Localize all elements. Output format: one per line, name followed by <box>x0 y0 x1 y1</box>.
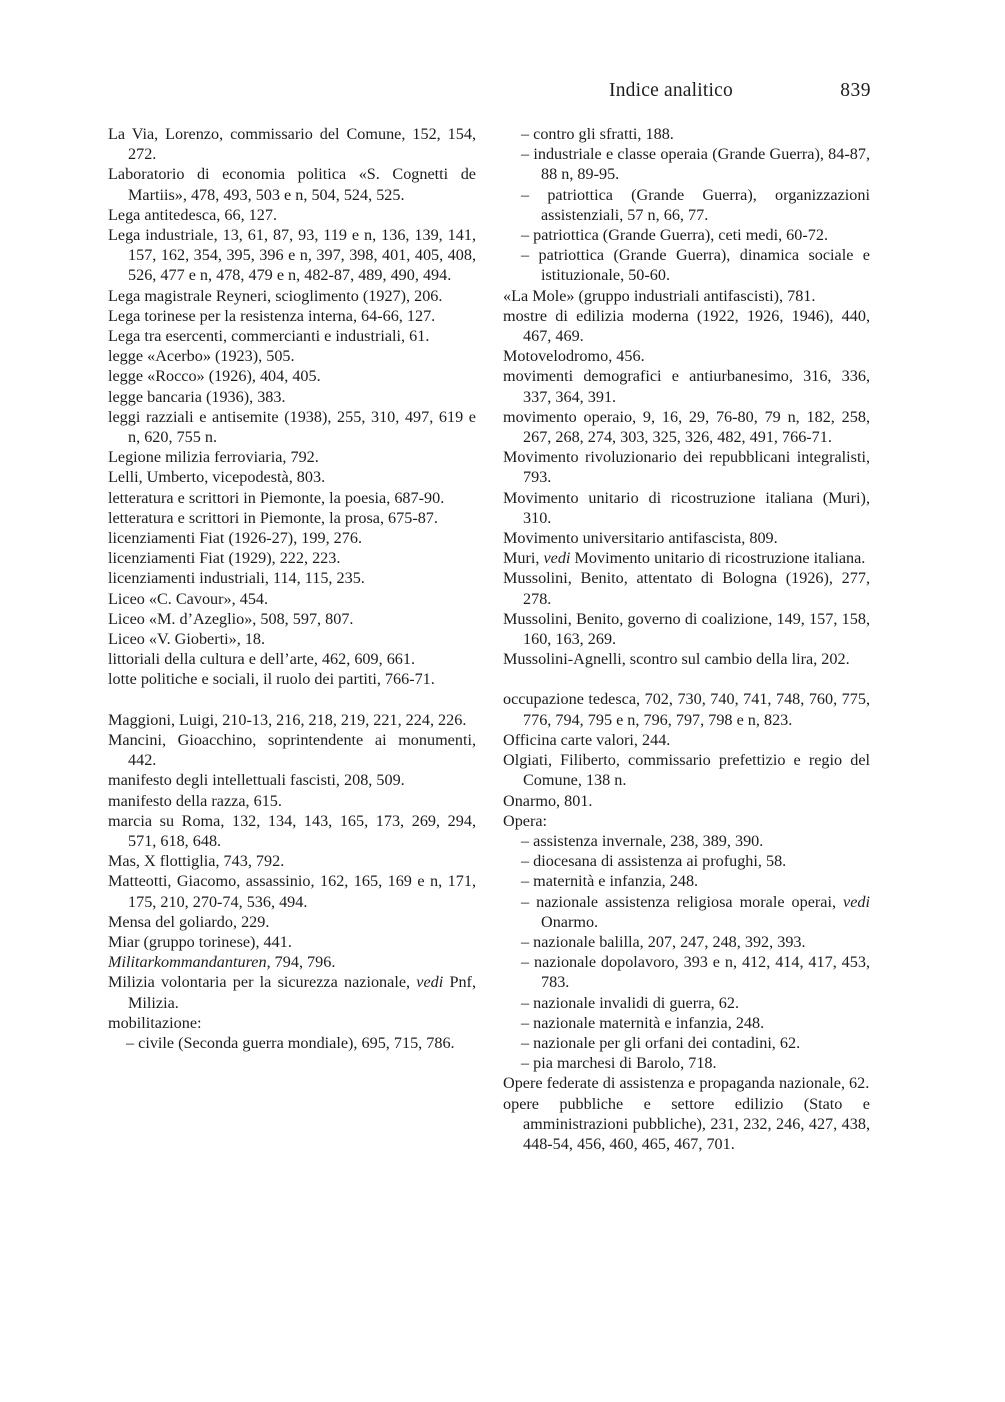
index-entry: movimenti demografici e antiurbanesimo, 316, 336, 337, 364, 391. <box>503 367 870 406</box>
index-entry: Maggioni, Luigi, 210-13, 216, 218, 219, 221, 224, 226. <box>108 710 467 729</box>
index-subentry: – maternità e infanzia, 248. <box>521 872 699 891</box>
index-entry: Liceo «C. Cavour», 454. <box>108 589 269 608</box>
index-entry: Mas, X flottiglia, 743, 792. <box>108 852 285 871</box>
index-entry: Miar (gruppo torinese), 441. <box>108 932 292 951</box>
index-entry: mostre di edilizia moderna (1922, 1926, 1946), 440, 467, 469. <box>503 306 870 346</box>
index-entry: Movimento rivoluzionario dei repubblicani integralisti, 793. <box>503 448 870 487</box>
index-entry: Mancini, Gioacchino, soprintendente ai monumenti, 442. <box>108 730 476 770</box>
index-entry: letteratura e scrittori in Piemonte, la prosa, 675-87. <box>108 508 438 527</box>
index-entry: manifesto degli intellettuali fascisti, 208, 509. <box>108 771 405 790</box>
index-entry: manifesto della razza, 615. <box>108 791 282 810</box>
index-entry: Motovelodromo, 456. <box>503 347 645 366</box>
index-entry: leggi razziali e antisemite (1938), 255, 310, 497, 619 e n, 620, 755 n. <box>108 407 476 447</box>
index-entry: movimento operaio, 9, 16, 29, 76-80, 79 n, 182, 258, 267, 268, 274, 303, 325, 326, 482, 491, 766-71. <box>503 407 870 447</box>
index-entry: Muri, vedi Movimento unitario di ricostruzione italiana. <box>503 549 866 568</box>
index-entry: Lega tra esercenti, commercianti e industriali, 61. <box>108 327 430 346</box>
index-entry: mobilitazione: <box>108 1013 202 1032</box>
index-entry: Lega magistrale Reyneri, scioglimento (1927), 206. <box>108 286 443 305</box>
index-entry: Legione milizia ferroviaria, 792. <box>108 448 319 467</box>
index-entry: lotte politiche e sociali, il ruolo dei partiti, 766-71. <box>108 670 435 689</box>
index-entry: Lelli, Umberto, vicepodestà, 803. <box>108 468 326 487</box>
index-entry: littoriali della cultura e dell’arte, 462, 609, 661. <box>108 650 416 669</box>
index-subentry: – nazionale invalidi di guerra, 62. <box>521 993 740 1012</box>
index-entry: Liceo «M. d’Azeglio», 508, 597, 807. <box>108 609 354 628</box>
index-subentry: – nazionale assistenza religiosa morale operai, vedi Onarmo. <box>521 892 870 931</box>
index-subentry: – civile (Seconda guerra mondiale), 695, 715, 786. <box>126 1033 455 1052</box>
index-subentry: – nazionale maternità e infanzia, 248. <box>521 1013 765 1032</box>
index-entry: marcia su Roma, 132, 134, 143, 165, 173, 269, 294, 571, 618, 648. <box>108 811 476 850</box>
running-title: Indice analitico <box>609 80 733 101</box>
index-entry: licenziamenti Fiat (1929), 222, 223. <box>108 549 341 568</box>
index-entry: legge «Acerbo» (1923), 505. <box>108 347 295 366</box>
index-entry: Mussolini, Benito, attentato di Bologna (1926), 277, 278. <box>503 569 870 608</box>
index-subentry: – nazionale dopolavoro, 393 e n, 412, 414, 417, 453, 783. <box>521 953 870 992</box>
index-entry: legge «Rocco» (1926), 404, 405. <box>108 367 321 386</box>
index-entry: Movimento universitario antifascista, 809. <box>503 529 778 548</box>
index-entry: Liceo «V. Gioberti», 18. <box>108 630 266 649</box>
section-gap <box>108 690 476 710</box>
index-entry: Lega antitedesca, 66, 127. <box>108 205 278 224</box>
index-entry: Movimento unitario di ricostruzione italiana (Muri), 310. <box>503 488 870 527</box>
index-entry: Opere federate di assistenza e propaganda nazionale, 62. <box>503 1074 870 1093</box>
index-subentry: – patriottica (Grande Guerra), dinamica sociale e istituzionale, 50-60. <box>521 246 870 285</box>
index-entry: Matteotti, Giacomo, assassinio, 162, 165, 169 e n, 171, 175, 210, 270-74, 536, 494. <box>108 872 476 911</box>
index-entry: Officina carte valori, 244. <box>503 730 671 749</box>
index-entry: letteratura e scrittori in Piemonte, la poesia, 687-90. <box>108 488 445 507</box>
index-entry: «La Mole» (gruppo industriali antifascisti), 781. <box>503 286 816 305</box>
index-subentry: – nazionale balilla, 207, 247, 248, 392, 393. <box>521 932 806 951</box>
index-entry: legge bancaria (1936), 383. <box>108 387 286 406</box>
running-header <box>0 80 1005 108</box>
index-subentry: – patriottica (Grande Guerra), ceti medi, 60-72. <box>521 226 828 245</box>
index-entry: Onarmo, 801. <box>503 791 593 810</box>
index-column-right <box>503 124 870 1154</box>
index-entry: La Via, Lorenzo, commissario del Comune, 152, 154, 272. <box>108 125 476 164</box>
index-subentry: – diocesana di assistenza ai profughi, 58. <box>521 852 787 871</box>
index-entry: licenziamenti Fiat (1926-27), 199, 276. <box>108 529 362 548</box>
section-gap <box>503 669 870 689</box>
index-entry: Laboratorio di economia politica «S. Cognetti de Martiis», 478, 493, 503 e n, 504, 524, 525. <box>108 165 476 204</box>
page-number: 839 <box>840 80 871 101</box>
index-entry: Lega torinese per la resistenza interna, 64-66, 127. <box>108 306 436 325</box>
index-entry: Opera: <box>503 811 548 830</box>
index-subentry: – nazionale per gli orfani dei contadini, 62. <box>521 1033 801 1052</box>
index-entry: Lega industriale, 13, 61, 87, 93, 119 e n, 136, 139, 141, 157, 162, 354, 395, 396 e n, 397, 398, 401, 405, 408, 526, 477 e n, 478, 479 e n, 482-87, 489, 490, 494. <box>108 226 476 285</box>
index-entry: Milizia volontaria per la sicurezza nazionale, vedi Pnf, Milizia. <box>108 973 476 1012</box>
index-entry: licenziamenti industriali, 114, 115, 235. <box>108 569 365 588</box>
index-entry: Mensa del goliardo, 229. <box>108 912 270 931</box>
index-entry: Olgiati, Filiberto, commissario prefettizio e regio del Comune, 138 n. <box>503 751 870 790</box>
index-subentry: – patriottica (Grande Guerra), organizzazioni assistenziali, 57 n, 66, 77. <box>521 185 870 224</box>
index-subentry: – pia marchesi di Barolo, 718. <box>521 1054 717 1073</box>
index-subentry: – industriale e classe operaia (Grande Guerra), 84-87, 88 n, 89-95. <box>521 145 870 184</box>
index-entry: Mussolini, Benito, governo di coalizione, 149, 157, 158, 160, 163, 269. <box>503 609 870 649</box>
index-column-left <box>108 124 476 1053</box>
index-entry: occupazione tedesca, 702, 730, 740, 741, 748, 760, 775, 776, 794, 795 e n, 796, 797, 798 e n, 823. <box>503 690 870 729</box>
index-subentry: – contro gli sfratti, 188. <box>521 125 674 143</box>
index-entry: Militarkommandanturen, 794, 796. <box>108 953 336 972</box>
index-entry: opere pubbliche e settore edilizio (Stato e amministrazioni pubbliche), 231, 232, 246, 427, 438, 448-54, 456, 460, 465, 467, 701. <box>503 1094 870 1153</box>
index-entry: Mussolini-Agnelli, scontro sul cambio della lira, 202. <box>503 650 850 669</box>
index-subentry: – assistenza invernale, 238, 389, 390. <box>521 831 764 850</box>
